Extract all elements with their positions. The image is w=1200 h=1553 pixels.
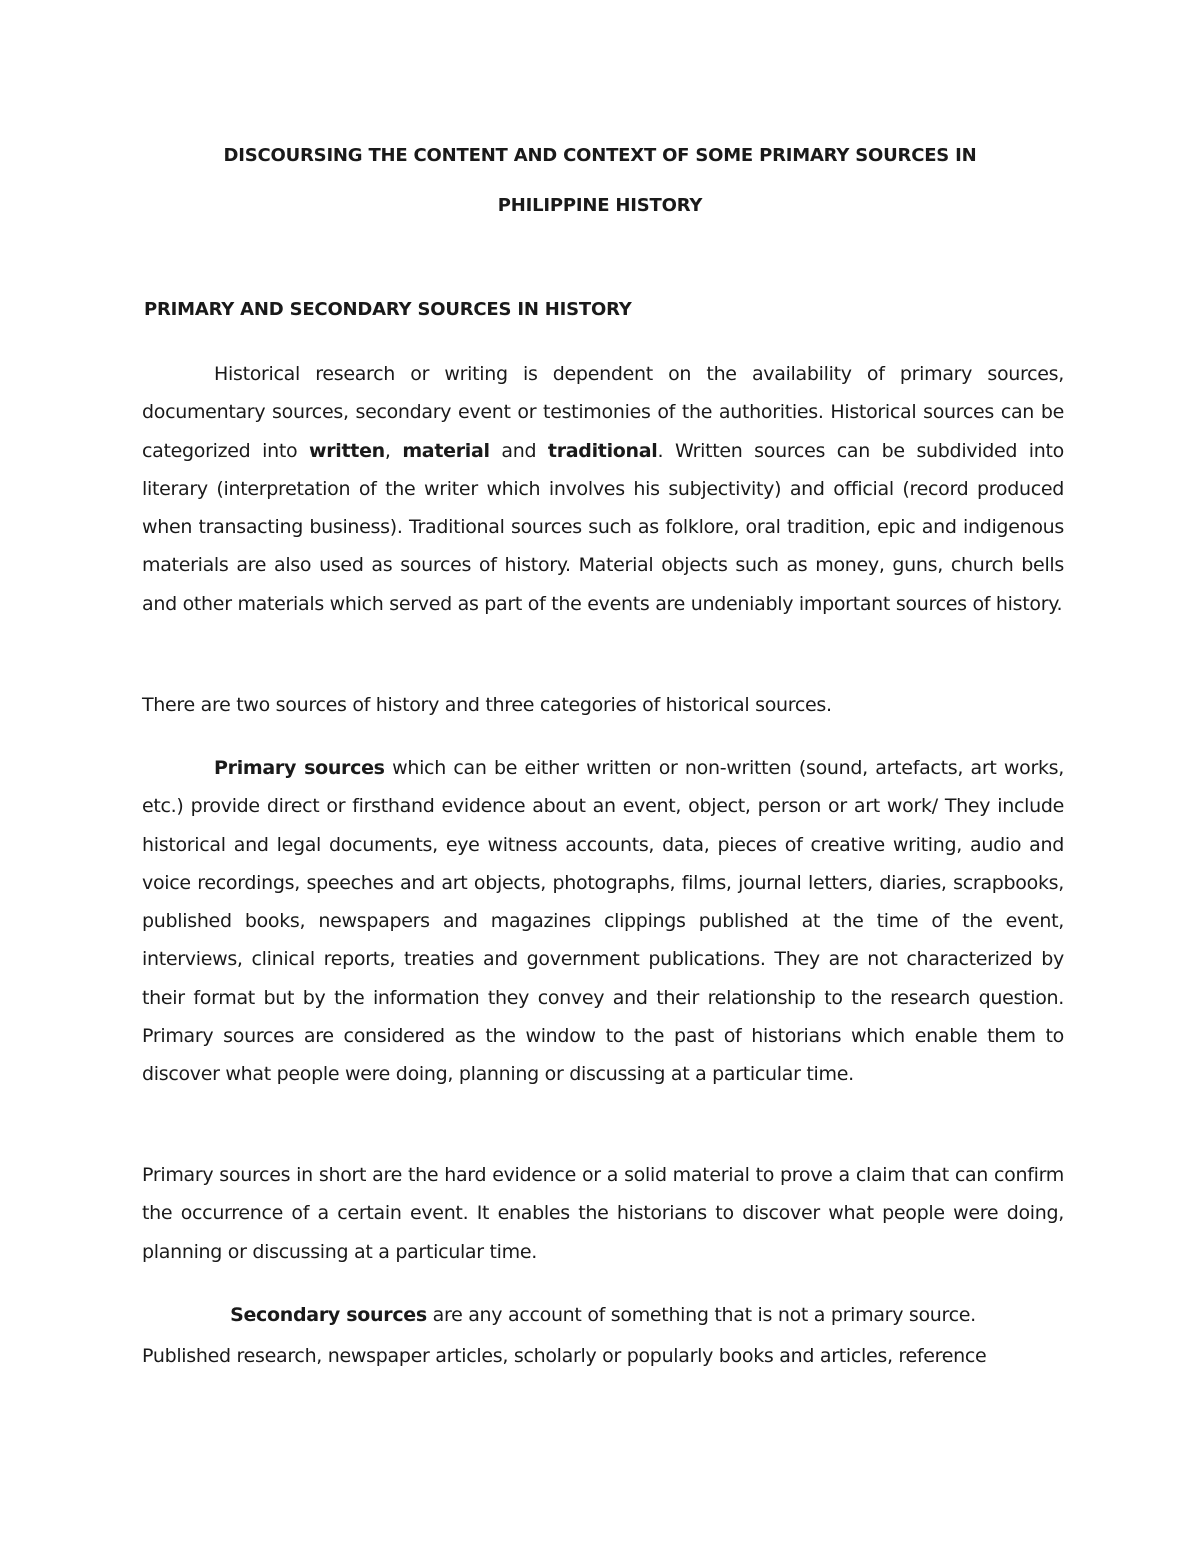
section-heading: PRIMARY AND SECONDARY SOURCES IN HISTORY [144, 299, 632, 320]
p1-text-1: Historical research or writing is dependent on the availability of primary sources, documentary sources, secondary event or testimonies of the authorities. Historical sources can be categorized into [142, 363, 1064, 462]
p5-text-1: are any account of something that is not a primary source. [426, 1304, 976, 1326]
paragraph-secondary-sources [142, 1296, 1064, 1334]
p1-bold-written: written [308, 439, 385, 462]
paragraph-historical-research [142, 355, 1064, 623]
document-title-line-1: DISCOURSING THE CONTENT AND CONTEXT OF SOME PRIMARY SOURCES IN [223, 145, 977, 166]
p1-text-2: , [384, 439, 403, 462]
paragraph-published-research: Published research, newspaper articles, scholarly or popularly books and articles, reference [142, 1345, 987, 1367]
p5-bold-secondary-sources: Secondary sources [230, 1304, 427, 1326]
p1-bold-material: material [402, 439, 490, 462]
p1-bold-traditional: traditional [547, 439, 658, 462]
paragraph-two-sources: There are two sources of history and three categories of historical sources. [142, 694, 832, 716]
p1-text-4: . Written sources can be subdivided into literary (interpretation of the writer which involves his subjectivity) and official (record produced when transacting business). Traditional sources such as folklore, oral tradition, epic and indigenous materials are also used as sources of history. Material objects such as money, guns, church bells and other materials which served as part of the events are undeniably important sources of history. [142, 439, 1064, 615]
p3-bold-primary-sources: Primary sources [214, 757, 385, 779]
p3-text-1: which can be either written or non-written (sound, artefacts, art works, etc.) provide direct or firsthand evidence about an event, object, person or art work/ They include historical and legal documents, eye witness accounts, data, pieces of creative writing, audio and voice recordings, speeches and art objects, photographs, films, journal letters, diaries, scrapbooks, published books, newspapers and magazines clippings published at the time of the event, interviews, clinical reports, treaties and government publications. They are not characterized by their format but by the information they convey and their relationship to the research question. Primary sources are considered as the window to the past of historians which enable them to discover what people were doing, planning or discussing at a particular time. [142, 757, 1064, 1086]
paragraph-primary-sources-summary: Primary sources in short are the hard evidence or a solid material to prove a claim that can confirm the occurrence of a certain event. It enables the historians to discover what people were doing, planning or discussing at a particular time. [142, 1164, 1064, 1263]
paragraph-primary-sources [142, 749, 1064, 1094]
document-title-line-2: PHILIPPINE HISTORY [497, 195, 703, 216]
p1-text-3: and [489, 439, 548, 462]
